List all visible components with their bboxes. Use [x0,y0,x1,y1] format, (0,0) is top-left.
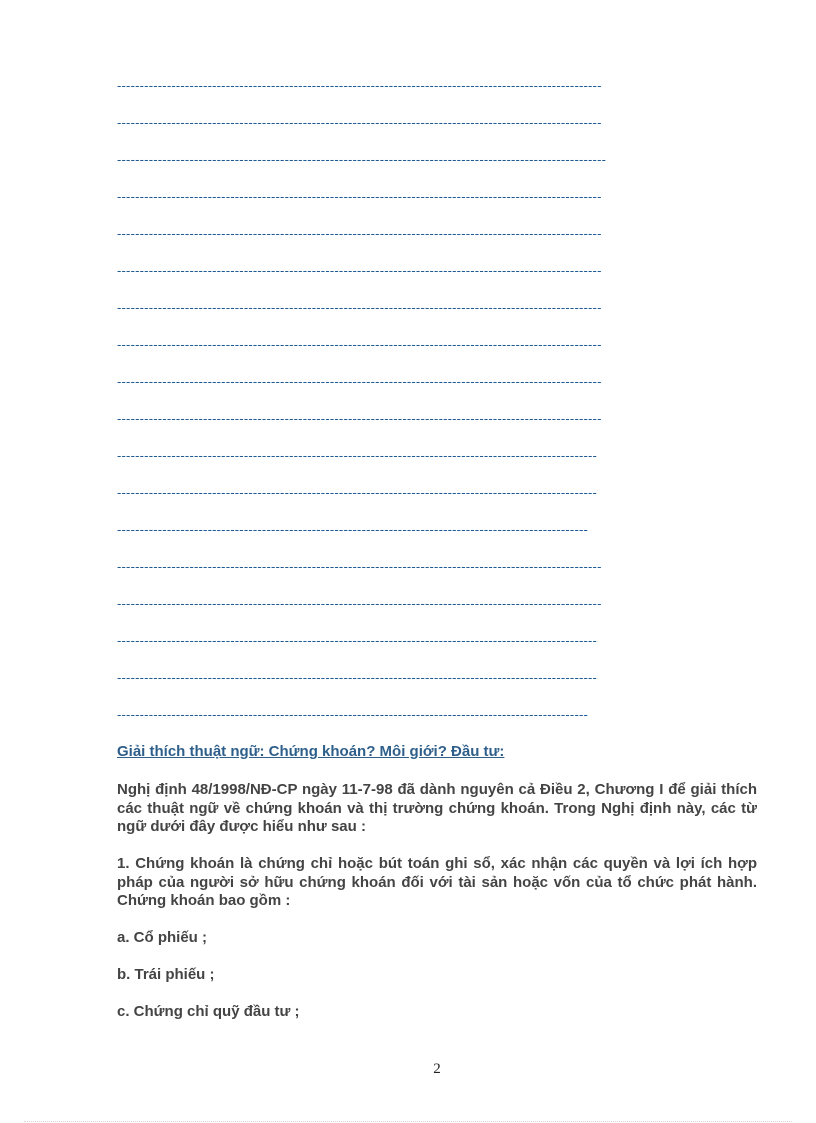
dashed-line: ----------------------------------------------------------------------------------------------------------- [117,226,602,241]
dashed-line: ---------------------------------------------------------------------------------------------------------- [117,633,598,648]
dashed-line: ----------------------------------------------------------------------------------------------------------- [117,596,602,611]
dashed-line: ----------------------------------------------------------------------------------------------------------- [117,263,602,278]
dashed-line: ----------------------------------------------------------------------------------------------------------- [117,78,602,93]
list-item: c. Chứng chỉ quỹ đầu tư ; [117,1003,300,1020]
list-item: b. Trái phiếu ; [117,966,215,983]
dashed-line: -------------------------------------------------------------------------------------------------------- [117,522,589,537]
list-item: a. Cổ phiếu ; [117,929,207,946]
dashed-line: ----------------------------------------------------------------------------------------------------------- [117,374,602,389]
dashed-line: ------------------------------------------------------------------------------------------------------------ [117,152,607,167]
page-number: 2 [433,1061,441,1077]
section-heading: Giải thích thuật ngữ: Chứng khoán? Môi giới? Đầu tư: [117,743,505,760]
dashed-line: -------------------------------------------------------------------------------------------------------- [117,707,589,722]
dashed-line: ---------------------------------------------------------------------------------------------------------- [117,670,598,685]
dashed-line: ----------------------------------------------------------------------------------------------------------- [117,337,602,352]
dashed-line: ----------------------------------------------------------------------------------------------------------- [117,189,602,204]
blank-answer-lines [117,78,737,744]
intro-paragraph: Nghị định 48/1998/NĐ-CP ngày 11-7-98 đã dành nguyên cả Điều 2, Chương I để giải thích các thuật ngữ về chứng khoán và thị trường chứng khoán. Trong Nghị định này, các từ ngữ dưới đây được hiểu như sau : [117,781,757,835]
definition-paragraph: 1. Chứng khoán là chứng chỉ hoặc bút toán ghi sổ, xác nhận các quyền và lợi ích hợp pháp của người sở hữu chứng khoán đối với tài sản hoặc vốn của tổ chức phát hành. Chứng khoán bao gồm : [117,855,757,909]
dashed-line: ----------------------------------------------------------------------------------------------------------- [117,300,602,315]
dashed-line: ----------------------------------------------------------------------------------------------------------- [117,115,602,130]
dashed-line: ----------------------------------------------------------------------------------------------------------- [117,559,602,574]
dashed-line: ---------------------------------------------------------------------------------------------------------- [117,485,598,500]
dashed-line: ----------------------------------------------------------------------------------------------------------- [117,411,602,426]
page-bottom-border [24,1121,792,1122]
dashed-line: ---------------------------------------------------------------------------------------------------------- [117,448,598,463]
